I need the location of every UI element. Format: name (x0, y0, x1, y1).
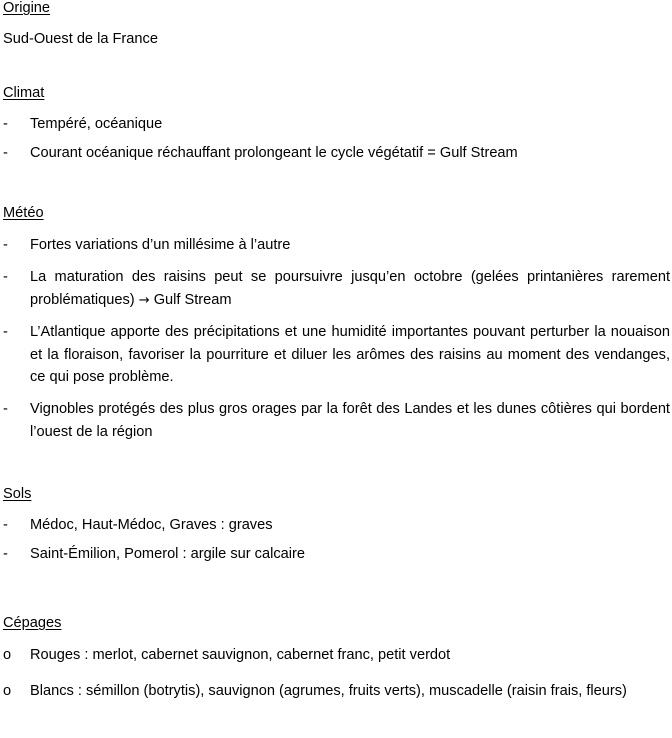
dash-marker: - (3, 401, 8, 417)
heading-sols: Sols (3, 486, 32, 502)
dash-marker: - (3, 145, 8, 161)
list-item-text: Saint-Émilion, Pomerol : argile sur calcaire (30, 546, 305, 562)
list-item (3, 234, 670, 257)
list-item (3, 266, 670, 312)
list-item (3, 142, 670, 165)
heading-cepages: Cépages (3, 615, 62, 631)
list-item-text: Rouges : merlot, cabernet sauvignon, cabernet franc, petit verdot (30, 647, 451, 663)
dash-marker: - (3, 269, 8, 285)
dash-marker: - (3, 546, 8, 562)
list-item-text: La maturation des raisins peut se poursuivre jusqu’en octobre (gelées printanières rarement problématiques) → Gulf Stream (30, 269, 670, 308)
list-item (3, 543, 670, 566)
list-item (3, 644, 670, 667)
list-item-text: Courant océanique réchauffant prolongeant le cycle végétatif = Gulf Stream (30, 145, 518, 161)
heading-meteo: Météo (3, 205, 44, 221)
dash-marker: - (3, 324, 8, 340)
list-item (3, 514, 670, 537)
list-item (3, 113, 670, 136)
dash-marker: - (3, 237, 8, 253)
list-item-text: Médoc, Haut-Médoc, Graves : graves (30, 517, 273, 533)
origine-text: Sud-Ouest de la France (3, 31, 158, 47)
list-item (3, 680, 670, 703)
list-item-text: Vignobles protégés des plus gros orages par la forêt des Landes et les dunes côtières qui bordent l’ouest de la région (30, 401, 670, 440)
list-item-text: Tempéré, océanique (30, 116, 163, 132)
list-item (3, 321, 670, 389)
list-item (3, 398, 670, 443)
arrow-icon: → (138, 292, 150, 308)
heading-origine: Origine (3, 0, 51, 16)
circle-bullet-icon: o (3, 683, 12, 699)
list-item-text: Fortes variations d’un millésime à l’autre (30, 237, 291, 253)
dash-marker: - (3, 116, 8, 132)
heading-climat: Climat (3, 85, 45, 101)
list-item-text: Blancs : sémillon (botrytis), sauvignon (agrumes, fruits verts), muscadelle (raisin frais, fleurs) (30, 683, 627, 699)
circle-bullet-icon: o (3, 647, 12, 663)
dash-marker: - (3, 517, 8, 533)
list-item-text: L’Atlantique apporte des précipitations et une humidité importantes pouvant perturber la nouaison et la floraison, favoriser la pourriture et diluer les arômes des raisins au moment des vendanges, ce qui pose problème. (30, 324, 670, 385)
